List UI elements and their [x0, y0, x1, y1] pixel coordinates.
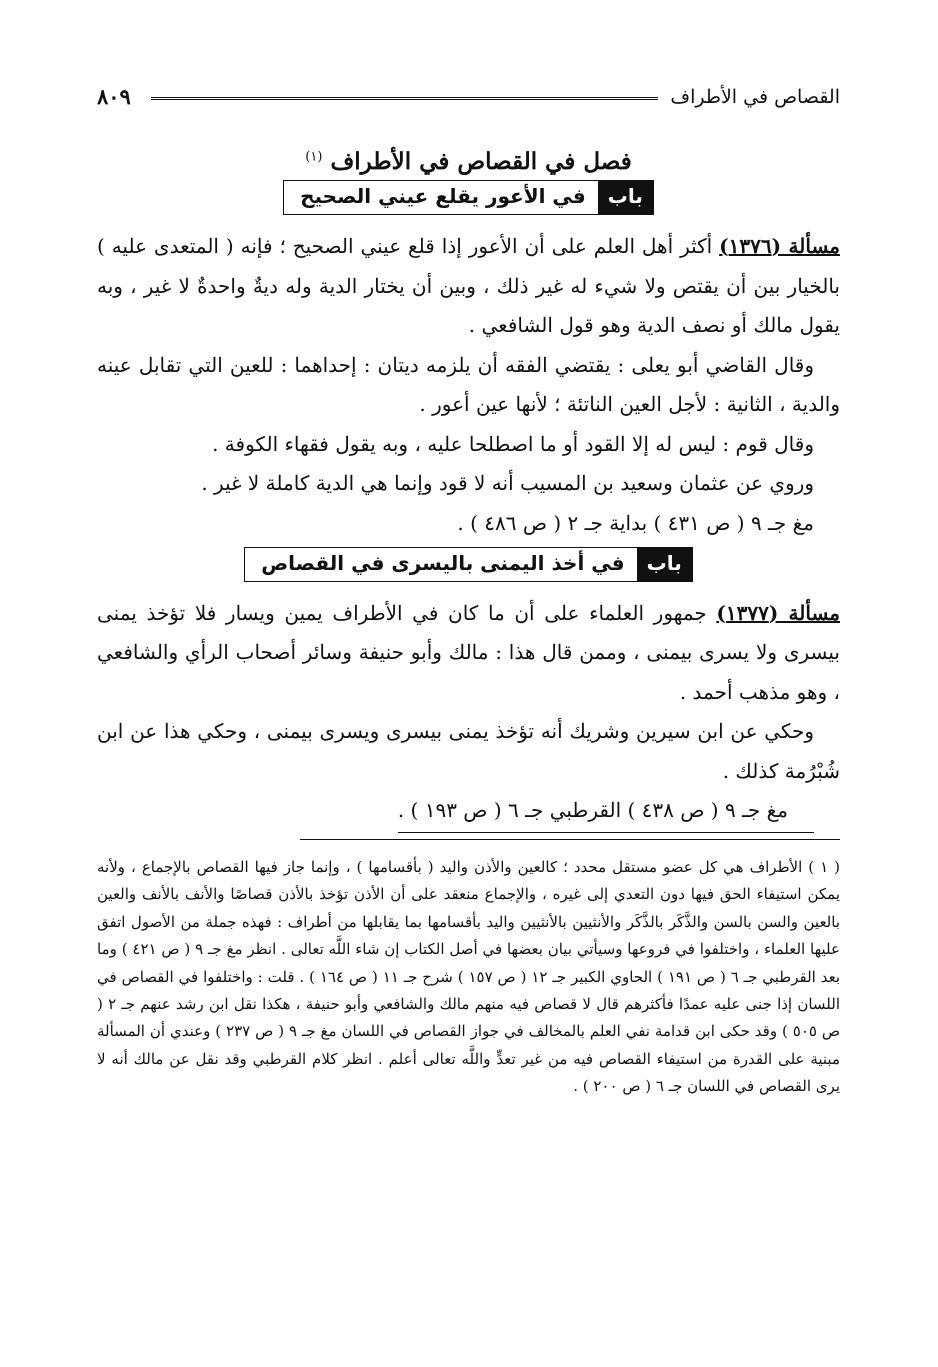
paragraph-qadi-abu-yala: وقال القاضي أبو يعلى : يقتضي الفقه أن يلزمه ديتان : إحداهما : للعين التي تقابل عينه والدية ، الثانية : لأجل العين الناتئة ؛ لأنها عين أعور .	[97, 352, 840, 416]
paragraph-text: جمهور العلماء على أن ما كان في الأطراف يمين ويسار فلا تؤخذ يمنى بيسرى ولا يسرى بيمنى ، وممن قال هذا : مالك وأبو حنيفة وسائر أصحاب الرأي والشافعي ، وهو مذهب أحمد .	[97, 600, 840, 704]
masala-label: مسألة (١٣٧٧)	[716, 600, 841, 625]
section-heading-2	[97, 547, 840, 582]
bab-title: في الأعور يقلع عيني الصحيح	[300, 184, 586, 208]
footnote: ( ١ ) الأطراف هي كل عضو مستقل محدد ؛ كالعين والأذن واليد ( بأقسامها ) ، وإنما جاز فيها القصاص بالإجماع ، ولأنه يمكن استيفاء الحق فيها دون التعدي إلى غيره ، والإجماع منعقد على أن الأذن تؤخذ بالأذن قصاصًا والأنف بالأنف والعين بالعين والسن بالسن والذَّكَر بالذَّكَر والأنثيين بالأنثيين واليد بأقسامها بما يقابلها من أطراف : فهذه جملة من الأصول اتفق عليها العلماء ، واختلفوا في فروعها وسيأتي بيان بعضها في أصل الكتاب إن شاء اللَّه تعالى . انظر مغ جـ ٩ ( ص ٤٢١ ) وما بعد القرطبي جـ ٦ ( ص ١٩١ ) الحاوي الكبير جـ ١٢ ( ص ١٥٧ ) شرح جـ ١١ ( ص ١٦٤ ) . قلت : واختلفوا في القصاص في اللسان إذا جنى عليه عمدًا فأكثرهم قال لا قصاص فيه منهم مالك والشافعي وأبو حنيفة ، هكذا نقل ابن رشد عنهم جـ ٢ ( ص ٥٠٥ ) وقد حكى ابن قدامة نفي العلم بالمخالف في جواز القصاص في اللسان مغ جـ ٩ ( ص ٢٣٧ ) وعندي أن المسألة مبنية على القدرة من استيفاء القصاص فيه من غير تعدٍّ واللَّه تعالى أعلم . انظر كلام القرطبي وقد نقل عن مالك أنه لا يرى القصاص في اللسان جـ ٦ ( ص ٢٠٠ ) .	[97, 858, 841, 1096]
masala-1376-paragraph	[97, 227, 840, 346]
paragraph-text: أكثر أهل العلم على أن الأعور إذا قلع عيني الصحيح ؛ فإنه ( المتعدى عليه ) بالخيار بين أن يقتص ولا شيء له غير ذلك ، وبين أن يختار الدية وله ديةٌ واحدةٌ لا غير ، وبه يقول مالك أو نصف الدية وهو قول الشافعي .	[97, 234, 840, 337]
book-page	[97, 78, 840, 1101]
reference-line	[97, 791, 840, 833]
paragraph-uthman: وروي عن عثمان وسعيد بن المسيب أنه لا قود وإنما هي الدية كاملة لا غير .	[201, 471, 814, 495]
header-rule	[151, 97, 658, 102]
reference-text: مغ جـ ٩ ( ص ٤٣٨ ) القرطبي جـ ٦ ( ص ١٩٣ ) .	[398, 791, 814, 833]
footnote-rule	[300, 839, 840, 840]
paragraph-ibn-sirin: وحكي عن ابن سيرين وشريك أنه تؤخذ يمنى بيسرى ويسرى بيمنى ، وحكي هذا عن ابن شُبْرُمة كذلك .	[97, 719, 840, 783]
bab-box	[283, 180, 654, 215]
paragraph-qawm: وقال قوم : ليس له إلا القود أو ما اصطلحا عليه ، وبه يقول فقهاء الكوفة .	[212, 431, 814, 456]
section-heading-1	[97, 180, 840, 215]
footnote-marker: (١)	[305, 149, 323, 165]
chapter-title	[97, 148, 840, 178]
running-title: القصاص في الأطراف	[670, 86, 840, 108]
page-header	[97, 78, 840, 112]
reference-line: مغ جـ ٩ ( ص ٤٣١ ) بداية جـ ٢ ( ص ٤٨٦ ) .	[457, 510, 814, 535]
bab-title: في أخذ اليمنى باليسرى في القصاص	[261, 550, 625, 575]
bab-label: باب	[637, 548, 692, 581]
bab-box	[244, 547, 692, 582]
masala-1377-paragraph	[97, 594, 840, 713]
masala-label: مسألة (١٣٧٦)	[719, 234, 841, 258]
page-number: ٨٠٩	[97, 84, 131, 109]
chapter-title-text: فصل في القصاص في الأطراف	[330, 148, 632, 175]
bab-label: باب	[598, 181, 653, 214]
